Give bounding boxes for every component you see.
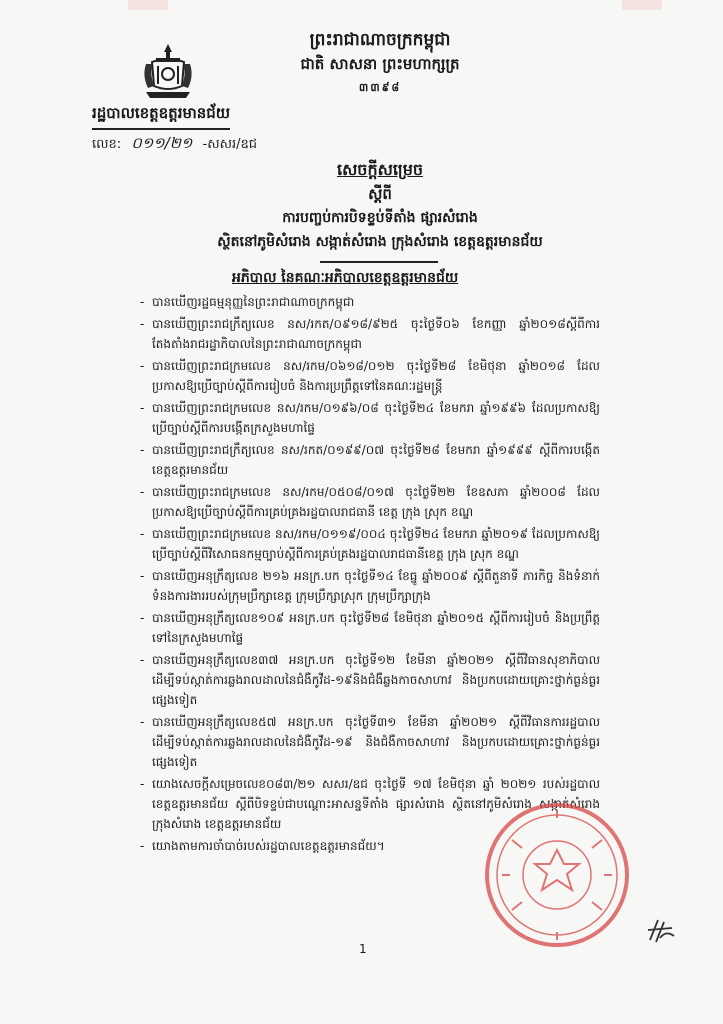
title-line-subject: ការបញ្ចប់ការបិទខ្ទប់ទីតាំង ផ្សារសំរោង bbox=[282, 210, 478, 226]
list-item: - បានឃើញព្រះរាជក្រមលេខ នស/រកម/០៦១៨/០១២ ចុះថ្ងៃទី២៨ ខែមិថុនា ឆ្នាំ២០១៨ ដែលប្រកាសឱ្យប្រើច្បាប់ស្ដីពីការរៀបចំ និងការប្រព្រឹត្តទៅនៃគណៈរដ្ឋមន្ត្រី bbox=[140, 356, 600, 396]
kingdom-line: ព្រះរាជាណាចក្រកម្ពុជា bbox=[309, 30, 451, 50]
signature-icon bbox=[646, 916, 678, 946]
national-header bbox=[250, 28, 510, 100]
list-item: - យោងសេចក្ដីសម្រេចលេខ០៨៣/២១ សសរ/ឧជ ចុះថ្ងៃទី ១៧ ខែមិថុនា ឆ្នាំ ២០២១ របស់រដ្ឋបាលខេត្តឧត្តរមានជ័យ ស្ដីពីបិទខ្ទប់ជាបណ្ដោះអាសន្នទីតាំង ផ្សារសំរោង ស្ថិតនៅភូមិសំរោង សង្កាត់សំរោង ក្រុងសំរោង ខេត្តឧត្តរមានជ័យ bbox=[140, 774, 600, 834]
list-item: - យោងតាមការចាំបាច់របស់រដ្ឋបាលខេត្តឧត្តរមានជ័យ។ bbox=[140, 836, 600, 856]
reference-number bbox=[92, 134, 263, 156]
reference-label: លេខ: bbox=[92, 137, 122, 152]
list-item: - បានឃើញព្រះរាជក្រមលេខ នស/រកម/០១១៩/០០៤ ចុះថ្ងៃទី២៤ ខែមករា ឆ្នាំ២០១៩ ដែលប្រកាសឱ្យប្រើច្បាប់ស្ដីពីវិសោធនកម្មច្បាប់ស្ដីពីការគ្រប់គ្រងរដ្ឋបាលរាជធានីខេត្ត ក្រុង ស្រុក ខណ្ឌ bbox=[140, 524, 600, 564]
issuing-authority: រដ្ឋបាលខេត្តឧត្តរមានជ័យ bbox=[92, 104, 230, 130]
list-item: - បានឃើញព្រះរាជក្រឹត្យលេខ នស/រកត/០១៩៩/០៧ ចុះថ្ងៃទី២៨ ខែមករា ឆ្នាំ១៩៩៩ ស្ដីពីការបង្កើតខេត្តឧត្តរមានជ័យ bbox=[140, 440, 600, 480]
list-item: - បានឃើញព្រះរាជក្រមលេខ នស/រកម/០១៩៦/០៨ ចុះថ្ងៃទី២៤ ខែមករា ឆ្នាំ១៩៩៦ ដែលប្រកាសឱ្យប្រើច្បាប់ស្ដីពីការបង្កើតក្រសួងមហាផ្ទៃ bbox=[140, 398, 600, 438]
governor-heading: អភិបាល នៃគណៈអភិបាលខេត្តឧត្តរមានជ័យ bbox=[232, 270, 459, 286]
scan-edge-mark bbox=[622, 0, 662, 10]
motto-line: ជាតិ សាសនា ព្រះមហាក្សត្រ bbox=[300, 55, 460, 73]
list-item: - បានឃើញអនុក្រឹត្យលេខ៥៧ អនក្រ.បក ចុះថ្ងៃទី៣១ ខែមីនា ឆ្នាំ២០២១ ស្ដីពីវិធានការរដ្ឋបាល ដើម្បីទប់ស្កាត់ការឆ្លងរាលដាលនៃជំងឺកូវីដ-១៩ និងជំងឺកាចសាហាវ និងប្រកបដោយគ្រោះថ្នាក់ធ្ងន់ធ្ងរផ្សេងទៀត bbox=[140, 712, 600, 772]
list-item: - បានឃើញព្រះរាជក្រឹត្យលេខ នស/រកត/០៩១៨/៩២៥ ចុះថ្ងៃទី០៦ ខែកញ្ញា ឆ្នាំ២០១៨ស្ដីពីការតែងតាំងរាជរដ្ឋាភិបាលនៃព្រះរាជាណាចក្រកម្ពុជា bbox=[140, 314, 600, 354]
list-item: - បានឃើញអនុក្រឹត្យលេខ ២១៦ អនក្រ.បក ចុះថ្ងៃទី១៤ ខែធ្នូ ឆ្នាំ២០០៩ ស្ដីពីតួនាទី ភារកិច្ច និងទំនាក់ទំនងការងាររបស់ក្រុមប្រឹក្សាខេត្ត ក្រុមប្រឹក្សាស្រុក ក្រុមប្រឹក្សាក្រុង bbox=[140, 566, 600, 606]
page-number: 1 bbox=[359, 942, 367, 956]
reference-value: ០១១/២១ bbox=[131, 134, 193, 152]
list-item: - បានឃើញអនុក្រឹត្យលេខ១០៩ អនក្រ.បក ចុះថ្ងៃទី២៨ ខែមិថុនា ឆ្នាំ២០១៥ ស្ដីពីការរៀបចំ និងប្រព្រឹត្តទៅនៃក្រសួងមហាផ្ទៃ bbox=[140, 608, 600, 648]
header-ornament: ៣៣៩៨ bbox=[358, 81, 402, 94]
title-line-about: ស្ដីពី bbox=[368, 185, 392, 203]
reference-suffix: -សសរ/ឧជ bbox=[202, 137, 257, 152]
title-line-location: ស្ថិតនៅភូមិសំរោង សង្កាត់សំរោង ក្រុងសំរោង ខេត្តឧត្តរមានជ័យ bbox=[217, 234, 543, 250]
official-seal-icon bbox=[482, 800, 632, 950]
title-divider bbox=[320, 261, 438, 263]
list-item: - បានឃើញរដ្ឋធម្មនុញ្ញនៃព្រះរាជាណាចក្រកម្ពុជា bbox=[140, 292, 600, 312]
title-line-decision: សេចក្ដីសម្រេច bbox=[336, 160, 423, 179]
scan-edge-mark bbox=[128, 0, 168, 10]
list-item: - បានឃើញអនុក្រឹត្យលេខ៣៧ អនក្រ.បក ចុះថ្ងៃទី១២ ខែមីនា ឆ្នាំ២០២១ ស្ដីពីវិធានសុខាភិបាល ដើម្បីទប់ស្កាត់ការឆ្លងរាលដាលនៃជំងឺកូវីដ-១៩និងជំងឺឆ្លងកាចសាហាវ និងប្រកបដោយគ្រោះថ្នាក់ធ្ងន់ធ្ងរផ្សេងទៀត bbox=[140, 650, 600, 710]
royal-coat-of-arms-icon bbox=[140, 42, 196, 100]
legal-references-list bbox=[140, 292, 600, 858]
decision-title bbox=[190, 158, 570, 254]
list-item: - បានឃើញព្រះរាជក្រមលេខ នស/រកម/០៥០៨/០១៧ ចុះថ្ងៃទី២២ ខែឧសភា ឆ្នាំ២០០៨ ដែលប្រកាសឱ្យប្រើច្បាប់ស្ដីពីការគ្រប់គ្រងរដ្ឋបាលរាជធានី ខេត្ត ក្រុង ស្រុក ខណ្ឌ bbox=[140, 482, 600, 522]
